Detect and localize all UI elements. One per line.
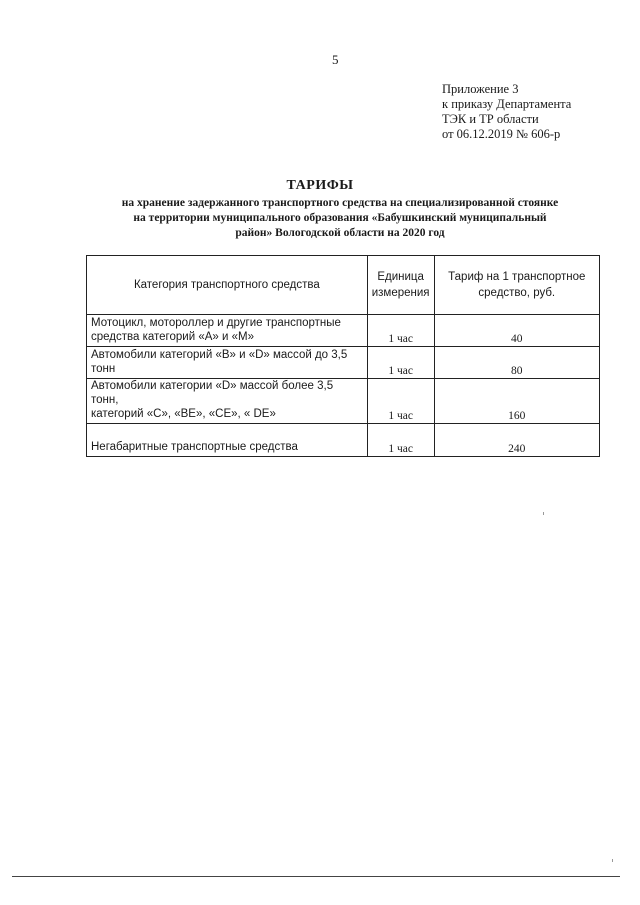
unit-cell: 1 час [367, 315, 434, 347]
table-row [87, 379, 600, 424]
category-cell [87, 347, 368, 379]
table-row [87, 315, 600, 347]
appendix-line: к приказу Департамента [442, 97, 572, 111]
category-line: Автомобили категорий «В» и «D» массой до 3,5 [91, 349, 348, 361]
category-line: Мотоцикл, мотороллер и другие транспортные [91, 317, 341, 329]
scan-artifact [612, 859, 613, 862]
category-line: категорий «С», «ВЕ», «СЕ», « DE» [91, 408, 276, 420]
header-rate-line: средство, руб. [478, 287, 556, 299]
tariffs-table [86, 255, 600, 457]
rate-cell: 160 [434, 379, 599, 424]
unit-cell: 1 час [367, 347, 434, 379]
category-cell [87, 315, 368, 347]
document-subtitle [100, 196, 580, 241]
rate-cell: 240 [434, 424, 599, 457]
table-row [87, 424, 600, 457]
table-header-row [87, 256, 600, 315]
header-unit [367, 256, 434, 315]
appendix-header [442, 82, 571, 142]
category-line: Автомобили категории «D» массой более 3,5 тонн, [91, 380, 334, 406]
unit-cell: 1 час [367, 424, 434, 457]
header-unit-line: Единица [377, 271, 424, 283]
category-line: Негабаритные транспортные средства [91, 441, 298, 453]
category-line: тонн [91, 363, 116, 375]
subtitle-line: на хранение задержанного транспортного средства на специализированной стоянке [121, 197, 559, 209]
category-cell [87, 379, 368, 424]
unit-cell: 1 час [367, 379, 434, 424]
rate-cell: 40 [434, 315, 599, 347]
header-unit-line: измерения [371, 287, 430, 299]
document-title: ТАРИФЫ [286, 178, 354, 193]
header-rate [434, 256, 599, 315]
category-line: средства категорий «А» и «М» [91, 331, 254, 343]
appendix-line: от 06.12.2019 № 606-р [442, 127, 561, 141]
scan-edge-line [12, 876, 620, 877]
subtitle-line: район» Вологодской области на 2020 год [235, 227, 445, 239]
appendix-line: Приложение 3 [442, 82, 519, 96]
category-cell [87, 424, 368, 457]
scan-artifact [543, 512, 544, 515]
page-number: 5 [332, 52, 339, 67]
header-rate-line: Тариф на 1 транспортное [448, 271, 586, 283]
subtitle-line: на территории муниципального образования «Бабушкинский муниципальный [133, 212, 547, 224]
appendix-line: ТЭК и ТР области [442, 112, 539, 126]
header-category: Категория транспортного средства [87, 256, 368, 315]
table-row [87, 347, 600, 379]
rate-cell: 80 [434, 347, 599, 379]
